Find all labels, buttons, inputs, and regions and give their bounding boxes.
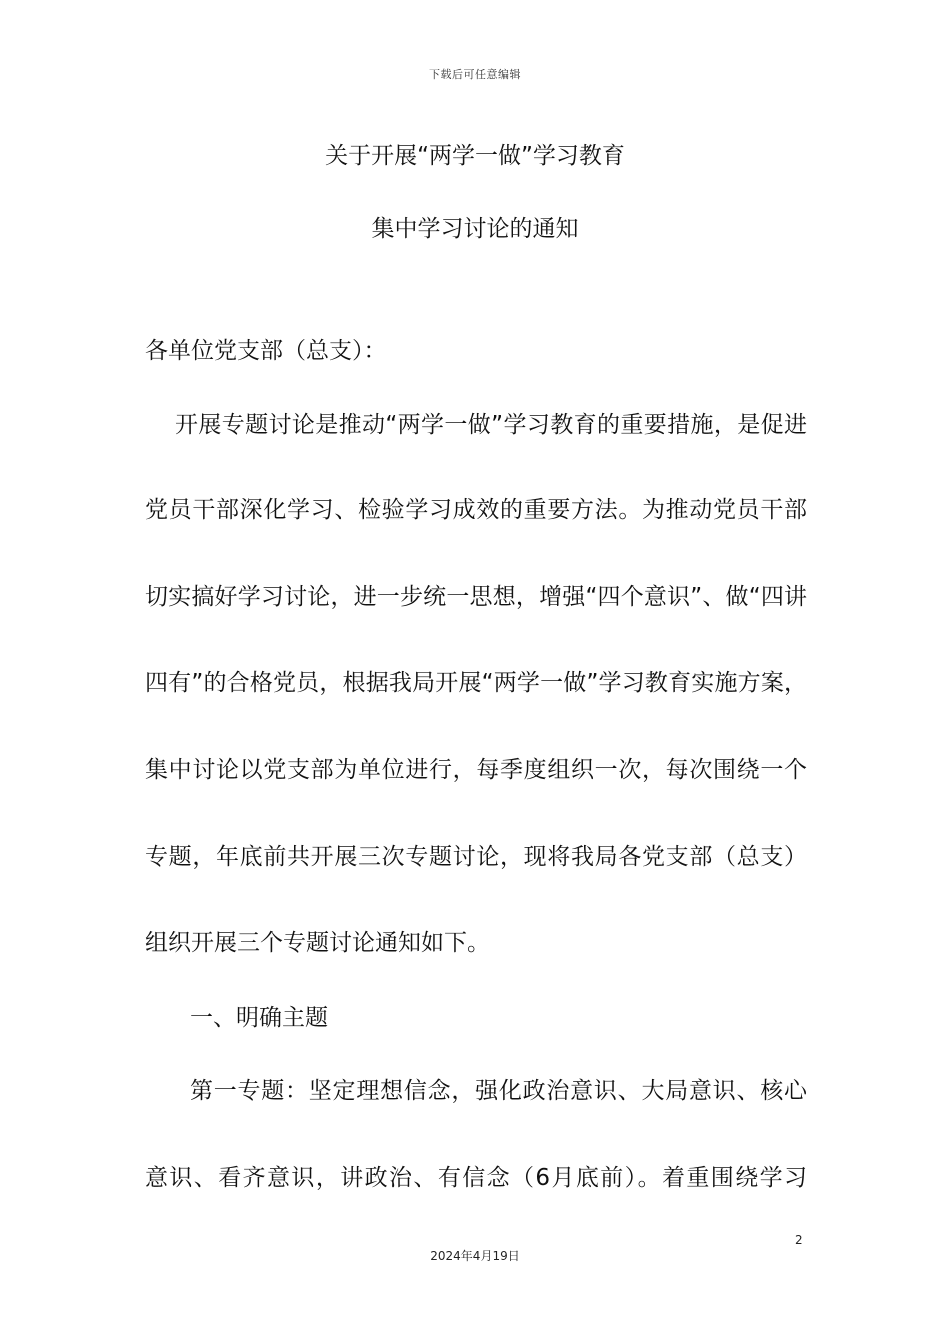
paragraph-line: 集中讨论以党支部为单位进行，每季度组织一次，每次围绕一个 [145, 757, 807, 783]
paragraph-line: 专题，年底前共开展三次专题讨论，现将我局各党支部（总支） [145, 844, 807, 870]
paragraph-line: 开展专题讨论是推动“两学一做”学习教育的重要措施，是促进 [175, 412, 807, 438]
paragraph-line: 第一专题：坚定理想信念，强化政治意识、大局意识、核心 [190, 1078, 807, 1104]
paragraph-line: 切实搞好学习讨论，进一步统一思想，增强“四个意识”、做“四讲 [145, 584, 807, 610]
paragraph-line: 党员干部深化学习、检验学习成效的重要方法。为推动党员干部 [145, 497, 807, 523]
document-title-line-1: 关于开展“两学一做”学习教育 [325, 143, 625, 169]
section-heading: 一、明确主题 [190, 1005, 328, 1031]
page-number: 2 [795, 1233, 803, 1247]
page-date: 2024年4月19日 [430, 1249, 520, 1263]
document-title-line-2: 集中学习讨论的通知 [371, 216, 579, 242]
paragraph-line: 四有”的合格党员，根据我局开展“两学一做”学习教育实施方案， [145, 670, 807, 696]
page-header: 下载后可任意编辑 [429, 68, 521, 81]
paragraph-line: 组织开展三个专题讨论通知如下。 [145, 930, 490, 956]
salutation: 各单位党支部（总支）： [145, 338, 387, 364]
paragraph-line: 意识、看齐意识，讲政治、有信念（6月底前）。着重围绕学习 [145, 1165, 807, 1191]
